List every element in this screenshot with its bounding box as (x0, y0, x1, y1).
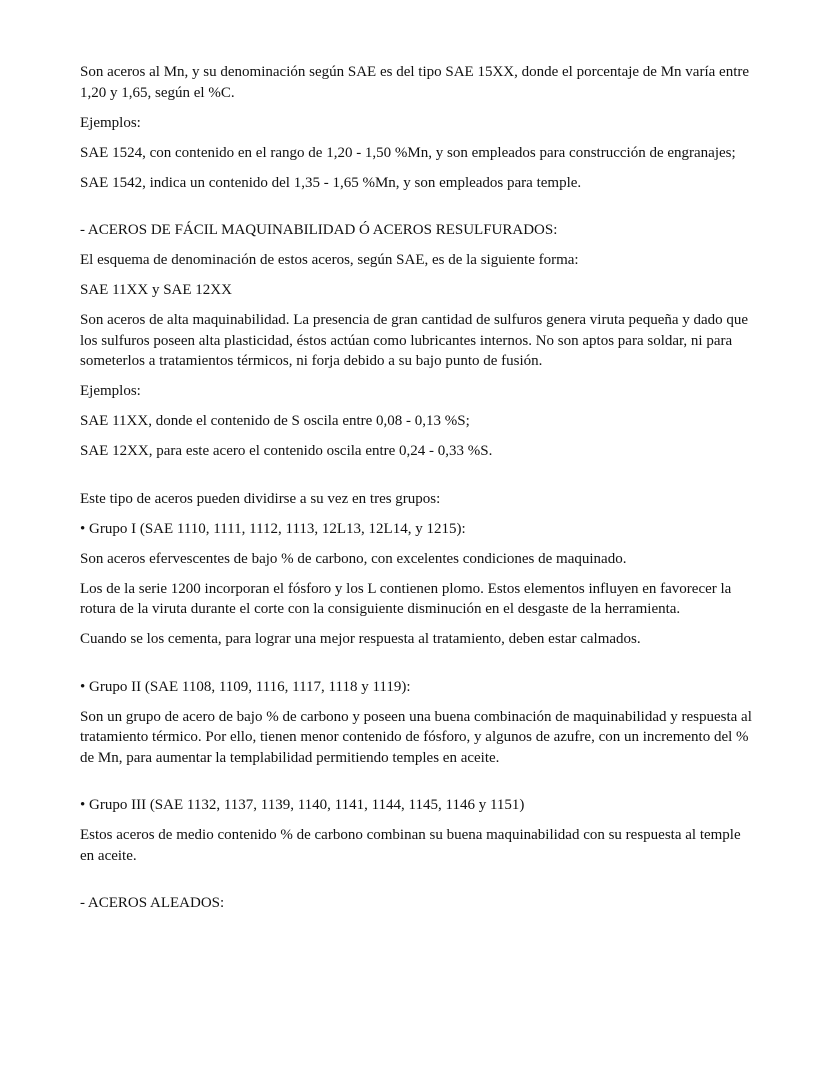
paragraph-series-1200: Los de la serie 1200 incorporan el fósforo y los L contienen plomo. Estos elementos influyen en favorecer la rotura de la viruta durante el corte con la consiguiente disminución en el desgaste de la herramienta. (80, 580, 732, 617)
document-page (80, 62, 752, 923)
list-item-group-3: • Grupo III (SAE 1132, 1137, 1139, 1140, 1141, 1144, 1145, 1146 y 1151) (80, 797, 525, 813)
paragraph-examples-label-2: Ejemplos: (80, 383, 141, 399)
section-heading-resulfurized: - ACEROS DE FÁCIL MAQUINABILIDAD Ó ACEROS RESULFURADOS: (80, 222, 558, 238)
paragraph-denomination-scheme: El esquema de denominación de estos aceros, según SAE, es de la siguiente forma: (80, 252, 579, 268)
paragraph-sae-11xx-12xx: SAE 11XX y SAE 12XX (80, 282, 232, 298)
paragraph-sae-1542: SAE 1542, indica un contenido del 1,35 - 1,65 %Mn, y son empleados para temple. (80, 174, 582, 191)
paragraph-three-groups: Este tipo de aceros pueden dividirse a su vez en tres grupos: (80, 490, 441, 507)
paragraph-group-1-desc: Son aceros efervescentes de bajo % de carbono, con excelentes condiciones de maquinado. (80, 550, 627, 567)
paragraph-sae-11xx-sulfur: SAE 11XX, donde el contenido de S oscila entre 0,08 - 0,13 %S; (80, 413, 470, 429)
paragraph-group-2-desc: Son un grupo de acero de bajo % de carbono y poseen una buena combinación de maquinabilidad y respuesta al tratamiento térmico. Por ello, tienen menor contenido de fósforo, y algunos de azufre, con un incremento del % de Mn, para aumentar la templabilidad permitiendo temples en aceite. (80, 708, 752, 766)
paragraph-cementation: Cuando se los cementa, para lograr una mejor respuesta al tratamiento, deben estar calmados. (80, 631, 641, 647)
paragraph-high-machinability: Son aceros de alta maquinabilidad. La presencia de gran cantidad de sulfuros genera viruta pequeña y dado que los sulfuros poseen alta plasticidad, éstos actúan como lubricantes internos. No son aptos para soldar, ni para someterlos a tratamientos térmicos, ni forja debido a su bajo punto de fusión. (80, 312, 749, 369)
paragraph-examples-label: Ejemplos: (80, 114, 141, 131)
paragraph-sae-1524: SAE 1524, con contenido en el rango de 1,20 - 1,50 %Mn, y son empleados para construcción de engranajes; (80, 144, 736, 161)
list-item-group-1: • Grupo I (SAE 1110, 1111, 1112, 1113, 12L13, 12L14, y 1215): (80, 520, 466, 537)
list-item-group-2: • Grupo II (SAE 1108, 1109, 1116, 1117, 1118 y 1119): (80, 678, 411, 695)
section-heading-alloy-steels: - ACEROS ALEADOS: (80, 895, 225, 911)
paragraph-group-3-desc: Estos aceros de medio contenido % de carbono combinan su buena maquinabilidad con su respuesta al temple en aceite. (80, 827, 741, 864)
paragraph-sae-12xx-sulfur: SAE 12XX, para este acero el contenido oscila entre 0,24 - 0,33 %S. (80, 443, 493, 459)
paragraph-mn-steels-intro: Son aceros al Mn, y su denominación según SAE es del tipo SAE 15XX, donde el porcentaje de Mn varía entre 1,20 y 1,65, según el %C. (80, 64, 750, 101)
